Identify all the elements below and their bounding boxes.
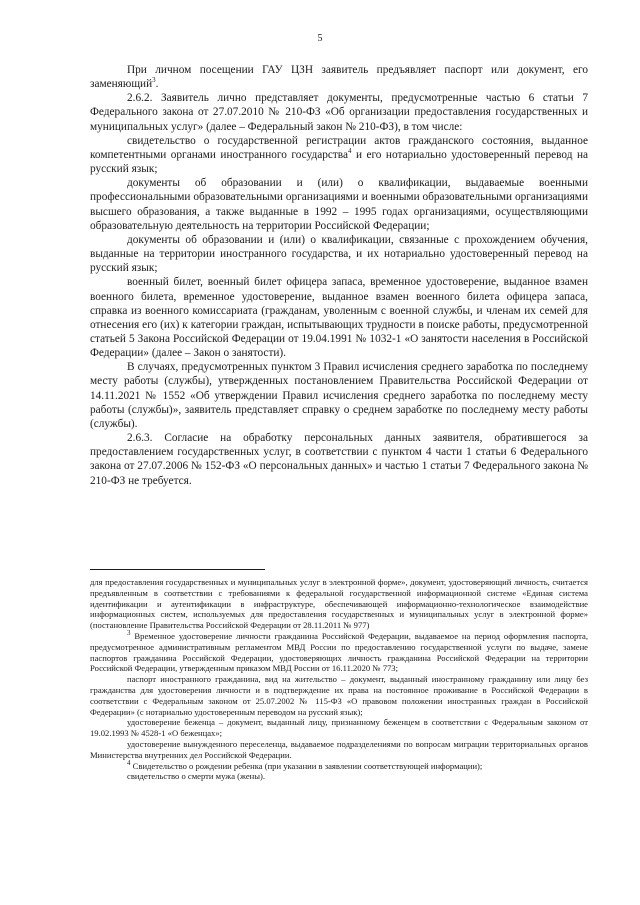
paragraph-average-salary: В случаях, предусмотренных пунктом 3 Правил исчисления среднего заработка по последнему месту работы (службы), утвержденных постановлением Правительства Российской Федерации от 14.11.2021 № 1552 «Об утверждении Правил исчисления среднего заработка по последнему месту работы (службы)», заявитель представляет справку о среднем заработке по последнему месту работы (службы). [90,361,588,430]
footnote-4-death: свидетельство о смерти мужа (жены). [127,771,266,782]
footnote-3-passport: паспорт иностранного гражданина, вид на жительство – документ, выданный иностранному гражданину или лицу без гражданства для удостоверения личности и в подтверждение их права на постоянное проживание в Российской Федерации в соответствии с Федеральным законом от 25.07.2002 № 115-ФЗ «О правовом положении иностранных граждан в Российской Федерации» (с нотариально удостоверенным переводом на русский язык); [90,674,588,717]
footnotes [90,577,588,782]
footnote-3-refugee: удостоверение беженца – документ, выданный лицу, признанному беженцем в соответствии с Федеральным законом от 19.02.1993 № 4528-1 «О беженцах»; [90,717,588,739]
footnote-ref-4[interactable]: 4 [348,147,352,156]
paragraph-military-id: военный билет, военный билет офицера запаса, временное удостоверение, выданное взамен военного билета, временное удостоверение, выданное взамен военного билета офицера запаса, справка из военного комиссариата (гражданам, уволенным с военной службы, и членам их семей для отнесения его (их) к категории граждан, испытывающих трудности в поиске работы, предусмотренной статьей 5 Закона Российской Федерации от 19.04.1991 № 1032-1 «О занятости населения в Российской Федерации» (далее – Закон о занятости). [90,276,588,360]
paragraph-2-6-3: 2.6.3. Согласие на обработку персональных данных заявителя, обратившегося за предоставлением государственных услуг, в соответствии с пунктом 4 части 1 статьи 6 Федерального закона от 27.07.2006 № 152-ФЗ «О персональных данных» и частью 1 статьи 7 Федерального закона № 210-ФЗ не требуется. [90,432,588,487]
paragraph-military-education: документы об образовании и (или) о квалификации, выдаваемые военными профессиональными образовательными организациями и военными образовательными организациями высшего образования, а также выданные в 1992 – 1995 годах организациями, осуществляющими образовательную деятельность на территории Российской Федерации; [90,177,588,232]
paragraph-civil-registration: свидетельство о государственной регистрации актов гражданского состояния, выданное компетентными органами иностранного государства$^4$ и его нотариально удостоверенный перевод на русский язык; [90,134,588,176]
footnote-separator [90,569,265,570]
footnote-4: $^4$ Свидетельство о рождении ребенка (при указании в заявлении соответствующей информации); [127,758,483,771]
footnote-3-migrant: удостоверение вынужденного переселенца, выдаваемое подразделениями по вопросам миграции территориальных органов Министерства внутренних дел Российской Федерации. [90,738,588,760]
paragraph-foreign-education: документы об образовании и (или) о квалификации, связанные с прохождением обучения, выданные на территории иностранного государства, и их нотариально удостоверенный перевод на русский язык; [90,233,588,275]
footnote-ref-3[interactable]: 3 [152,76,156,85]
main-text [90,63,588,488]
page-number: 5 [317,33,323,44]
footnote-3: $^3$ Временное удостоверение личности гражданина Российской Федерации, выдаваемое на период оформления паспорта, предусмотренное административным регламентом МВД России по предоставлению государственной услуги по выдаче, замене паспортов гражданина Российской Федерации, удостоверяющих личность гражданина Российской Федерации на территории Российской Федерации, утвержденным приказом МВД России от 16.11.2020 № 773; [90,629,588,674]
paragraph-id-document: При личном посещении ГАУ ЦЗН заявитель предъявляет паспорт или документ, его заменяющий$^3$. [90,64,588,91]
paragraph-2-6-2: 2.6.2. Заявитель лично представляет документы, предусмотренные частью 6 статьи 7 Федерального закона от 27.07.2010 № 210-ФЗ «Об организации предоставления государственных и муниципальных услуг» (далее – Федеральный закон № 210-ФЗ), в том числе: [90,92,588,133]
footnote-continuation: для предоставления государственных и муниципальных услуг в электронной форме», документ, удостоверяющий личность, считается предъявленным в соответствии с требованиями к федеральной государственной информационной системе «Единая система идентификации и аутентификации в инфраструктуре, обеспечивающей информационно-технологическое взаимодействие информационных систем, используемых для предоставления государственных и муниципальных услуг в электронной форме» (постановление Правительства Российской Федерации от 28.11.2011 № 977) [90,577,588,631]
